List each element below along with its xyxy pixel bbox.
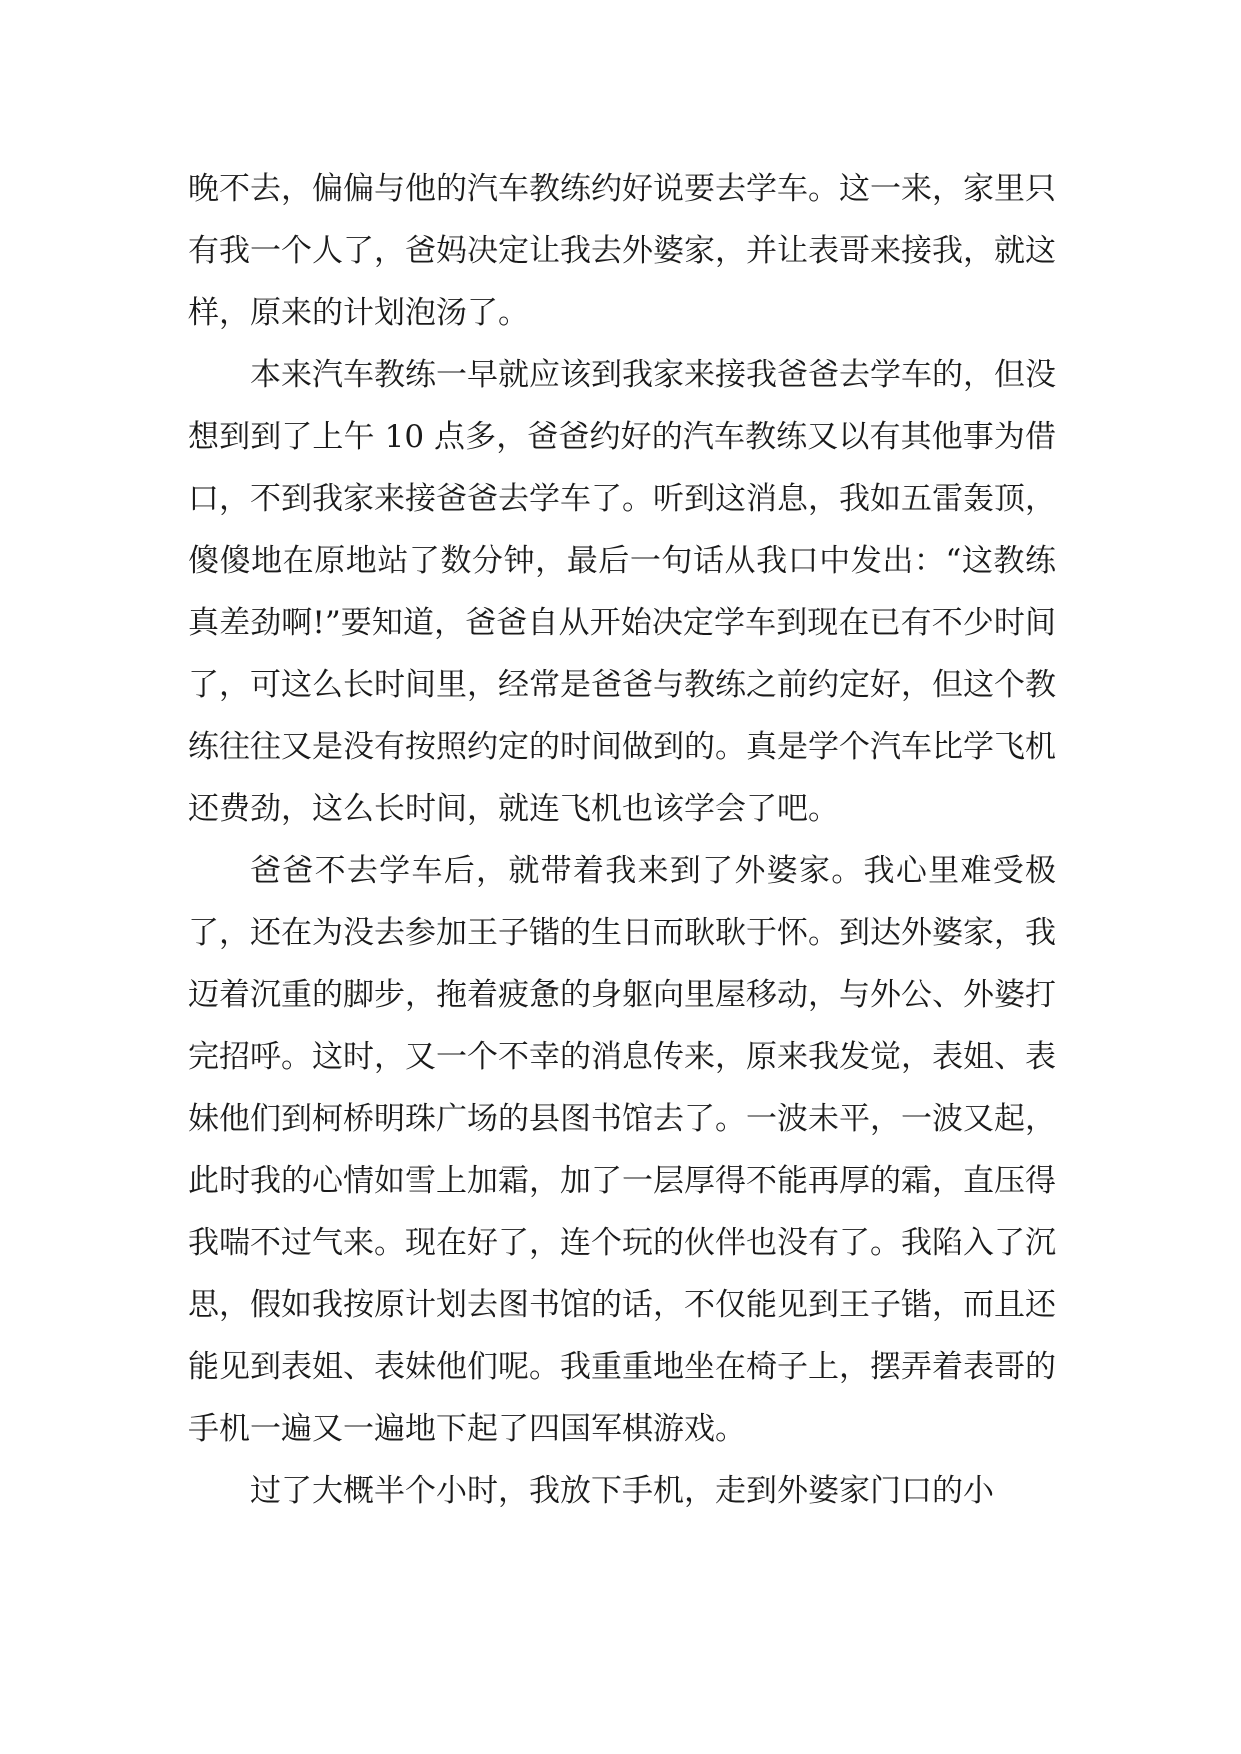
paragraph-4: 过了大概半个小时，我放下手机，走到外婆家门口的小 xyxy=(250,1473,994,1509)
paragraph-2: 本来汽车教练一早就应该到我家来接我爸爸去学车的，但没想到到了上午 10 点多，爸爸约好的汽车教练又以有其他事为借口，不到我家来接爸爸去学车了。听到这消息，我如五雷轰顶，傻傻地在原地站了数分钟，最后一句话从我口中发出：“这教练真差劲啊!”要知道，爸爸自从开始决定学车到现在已有不少时间了，可这么长时间里，经常是爸爸与教练之前约定好，但这个教练往往又是没有按照约定的时间做到的。真是学个汽车比学飞机还费劲，这么长时间，就连飞机也该学会了吧。 xyxy=(188,357,1056,827)
paragraph-1: 晚不去，偏偏与他的汽车教练约好说要去学车。这一来，家里只有我一个人了，爸妈决定让我去外婆家，并让表哥来接我，就这样，原来的计划泡汤了。 xyxy=(188,171,1056,331)
document-body xyxy=(188,158,1056,1522)
paragraph-3: 爸爸不去学车后，就带着我来到了外婆家。我心里难受极了，还在为没去参加王子锴的生日而耿耿于怀。到达外婆家，我迈着沉重的脚步，拖着疲惫的身躯向里屋移动，与外公、外婆打完招呼。这时，又一个不幸的消息传来，原来我发觉，表姐、表妹他们到柯桥明珠广场的县图书馆去了。一波未平，一波又起，此时我的心情如雪上加霜，加了一层厚得不能再厚的霜，直压得我喘不过气来。现在好了，连个玩的伙伴也没有了。我陷入了沉思，假如我按原计划去图书馆的话，不仅能见到王子锴，而且还能见到表姐、表妹他们呢。我重重地坐在椅子上，摆弄着表哥的手机一遍又一遍地下起了四国军棋游戏。 xyxy=(188,853,1056,1447)
